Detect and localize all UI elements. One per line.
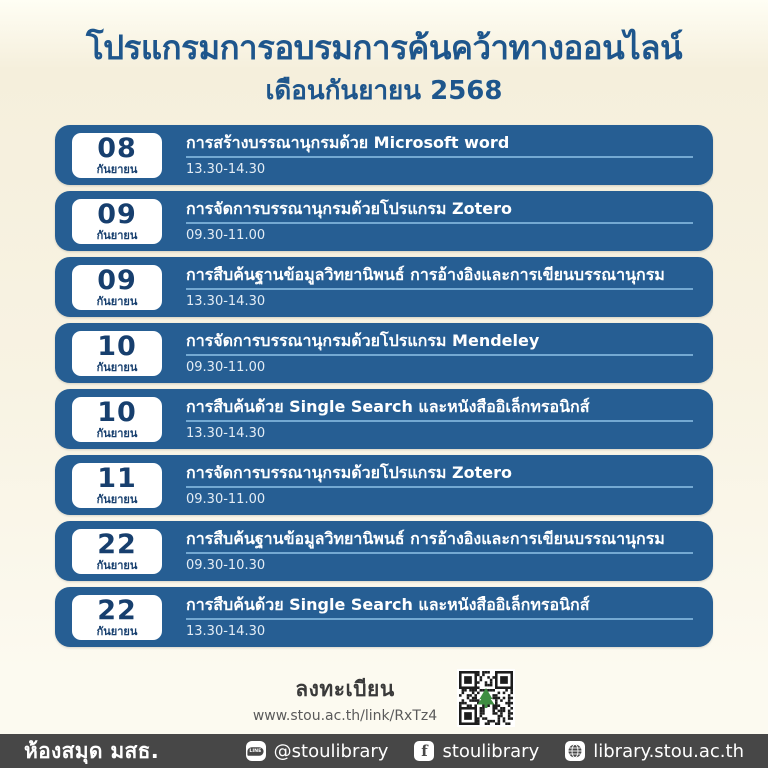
- footer-bar: [0, 734, 768, 768]
- session-info: [186, 529, 693, 573]
- date-month: กันยายน: [96, 493, 138, 507]
- facebook-handle: stoulibrary: [442, 740, 540, 762]
- poster-subtitle: เดือนกันยายน 2568: [265, 76, 503, 107]
- date-month: กันยายน: [96, 361, 138, 375]
- qr-code-icon[interactable]: [457, 669, 515, 727]
- date-day: 22: [97, 595, 137, 627]
- schedule-row: [55, 323, 713, 383]
- session-time: 13.30-14.30: [186, 294, 266, 310]
- session-title: การสืบค้นด้วย Single Search และหนังสืออิเล็กทรอนิกส์: [186, 397, 590, 417]
- session-info: [186, 463, 693, 507]
- schedule-row: [55, 389, 713, 449]
- session-title: การสร้างบรรณานุกรมด้วย Microsoft word: [186, 133, 510, 153]
- session-time: 09.30-10.30: [186, 558, 266, 574]
- date-card: [72, 463, 162, 508]
- session-info: [186, 133, 693, 177]
- date-card: [72, 529, 162, 574]
- date-month: กันยายน: [96, 559, 138, 573]
- schedule-list: [55, 125, 713, 653]
- session-time: 09.30-11.00: [186, 492, 266, 508]
- date-card: [72, 265, 162, 310]
- session-info: [186, 331, 693, 375]
- footer-links: [246, 741, 744, 762]
- session-title: การสืบค้นฐานข้อมูลวิทยานิพนธ์ การอ้างอิงและการเขียนบรรณานุกรม: [186, 265, 665, 285]
- title-divider: [186, 420, 693, 422]
- date-day: 09: [97, 265, 137, 297]
- registration-text: [253, 673, 437, 724]
- website-link[interactable]: [565, 741, 744, 762]
- date-card: [72, 397, 162, 442]
- date-day: 10: [97, 331, 137, 363]
- registration-section: [0, 663, 768, 733]
- register-url-link[interactable]: www.stou.ac.th/link/RxTz4: [252, 707, 438, 724]
- date-month: กันยายน: [96, 295, 138, 309]
- poster-title: โปรแกรมการอบรมการค้นคว้าทางออนไลน์: [85, 28, 683, 67]
- line-icon: LINE: [246, 741, 266, 761]
- date-month: กันยายน: [96, 625, 138, 639]
- title-divider: [186, 354, 693, 356]
- session-info: [186, 199, 693, 243]
- date-day: 08: [97, 133, 137, 165]
- session-time: 09.30-11.00: [186, 228, 266, 244]
- line-handle: @stoulibrary: [273, 740, 389, 762]
- date-card: [72, 133, 162, 178]
- session-info: [186, 595, 693, 639]
- session-time: 13.30-14.30: [186, 162, 266, 178]
- session-info: [186, 265, 693, 309]
- session-title: การจัดการบรรณานุกรมด้วยโปรแกรม Zotero: [186, 463, 513, 483]
- date-day: 11: [97, 463, 137, 495]
- date-card: [72, 199, 162, 244]
- schedule-row: [55, 521, 713, 581]
- session-title: การจัดการบรรณานุกรมด้วยโปรแกรม Zotero: [186, 199, 513, 219]
- session-title: การสืบค้นฐานข้อมูลวิทยานิพนธ์ การอ้างอิงและการเขียนบรรณานุกรม: [186, 529, 665, 549]
- date-month: กันยายน: [96, 427, 138, 441]
- title-divider: [186, 222, 693, 224]
- website-url: library.stou.ac.th: [593, 740, 744, 762]
- date-month: กันยายน: [96, 163, 138, 177]
- title-divider: [186, 486, 693, 488]
- session-title: การสืบค้นด้วย Single Search และหนังสืออิเล็กทรอนิกส์: [186, 595, 590, 615]
- session-title: การจัดการบรรณานุกรมด้วยโปรแกรม Mendeley: [186, 331, 540, 351]
- title-divider: [186, 618, 693, 620]
- title-divider: [186, 156, 693, 158]
- session-time: 09.30-11.00: [186, 360, 266, 376]
- schedule-row: [55, 125, 713, 185]
- date-month: กันยายน: [96, 229, 138, 243]
- register-label: ลงทะเบียน: [295, 676, 395, 701]
- library-brand: ห้องสมุด มสธ.: [24, 738, 160, 763]
- schedule-row: [55, 587, 713, 647]
- schedule-row: [55, 455, 713, 515]
- date-card: [72, 331, 162, 376]
- title-divider: [186, 288, 693, 290]
- session-time: 13.30-14.30: [186, 624, 266, 640]
- date-day: 22: [97, 529, 137, 561]
- globe-icon: [565, 741, 585, 761]
- date-day: 09: [97, 199, 137, 231]
- session-time: 13.30-14.30: [186, 426, 266, 442]
- schedule-row: [55, 257, 713, 317]
- date-day: 10: [97, 397, 137, 429]
- date-card: [72, 595, 162, 640]
- facebook-link[interactable]: [414, 741, 539, 762]
- facebook-icon: f: [414, 741, 434, 761]
- poster-header: [0, 0, 768, 111]
- session-info: [186, 397, 693, 441]
- line-link[interactable]: [246, 741, 389, 762]
- title-divider: [186, 552, 693, 554]
- schedule-row: [55, 191, 713, 251]
